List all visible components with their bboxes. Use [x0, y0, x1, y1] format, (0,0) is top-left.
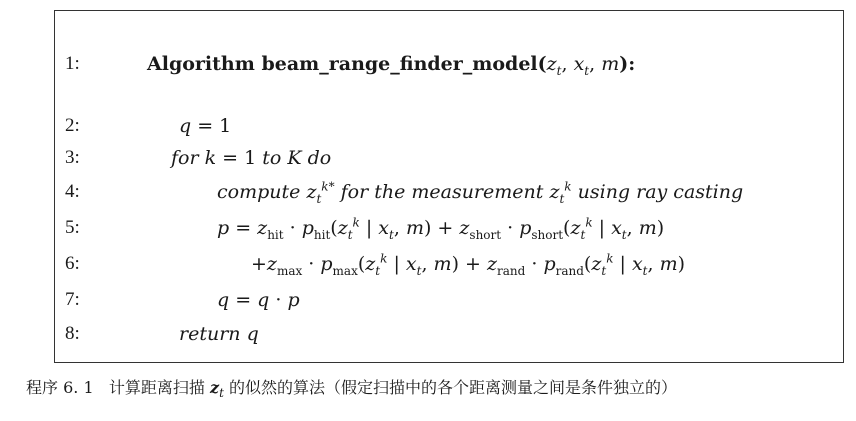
line-number: 4:: [65, 181, 80, 202]
line-number: 5:: [65, 217, 80, 238]
line-number: 6:: [65, 253, 80, 274]
line-number: 3:: [65, 147, 80, 168]
line-body: $+z_{max} \cdot p_{max}(z_t^k$ | $x_t$, $m) + z_{rand} \cdot p_{rand}(z_t^k$ | $x_t$, m): [251, 251, 686, 278]
line-body: $p = z_{hit} \cdot p_{hit}(z_t^k$ | $x_t$, $m) + z_{short} \cdot p_{short}(z_t^k$ | $x_t$, m): [217, 215, 665, 242]
caption-text-after: 的似然的算法（假定扫描中的各个距离测量之间是条件独立的）: [229, 378, 678, 397]
algorithm-title: Algorithm beam_range_finder_model(: [147, 53, 547, 75]
line-number: 8:: [65, 323, 80, 344]
caption-label: 程序 6. 1: [26, 378, 94, 397]
line-number: 1:: [65, 53, 80, 74]
algorithm-box: [54, 10, 844, 363]
line-body: return q: [179, 323, 259, 345]
line-body: compute $z_t^{k*}$ for the measurement $z_t^k$ using ray casting: [217, 179, 744, 206]
line-number: 2:: [65, 115, 80, 136]
line-body: q = q · p: [217, 289, 300, 311]
line-number: 7:: [65, 289, 80, 310]
line-body: q = 1: [179, 115, 232, 137]
caption-text-before: 计算距离扫描: [108, 378, 205, 397]
figure-caption: 程序 6. 1 计算距离扫描 $z_t$ 的似然的算法（假定扫描中的各个距离测量之间是条件独立的）: [26, 378, 678, 401]
line-body: for k = 1 to K do: [171, 147, 332, 169]
algorithm-header: Algorithm $beam\_range\_finder\_model(z_t$, $x_t$, m):: [147, 53, 636, 78]
